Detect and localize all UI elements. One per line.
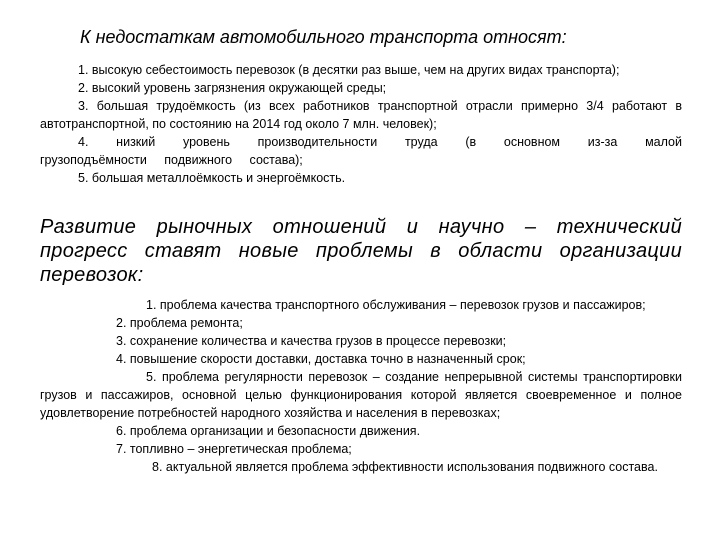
list-item: 8. актуальной является проблема эффективности использования подвижного состава. <box>152 460 658 474</box>
list-item: 5. большая металлоёмкость и энергоёмкость. <box>78 171 346 185</box>
list-item: 2. высокий уровень загрязнения окружающей среды; <box>78 81 387 95</box>
list-item: 5. проблема регулярности перевозок – создание непрерывной системы транспортировки грузов и пассажиров, основной целью функционирования которой является своевременное и полное удовлетворение потребностей народного хозяйства и населения в перевозках; <box>40 370 682 420</box>
disadvantages-list <box>40 61 682 187</box>
list-item: 4. повышение скорости доставки, доставка точно в назначенный срок; <box>116 352 526 366</box>
list-item: 1. проблема качества транспортного обслуживания – перевозок грузов и пассажиров; <box>146 298 646 312</box>
list-item: 2. проблема ремонта; <box>116 316 243 330</box>
list-item: 6. проблема организации и безопасности движения. <box>116 424 421 438</box>
list-item: 7. топливно – энергетическая проблема; <box>116 442 352 456</box>
list-item: 4. низкий уровень производительности труда (в основном из-за малой грузоподъёмности подвижного состава); <box>40 135 682 167</box>
list-item: 3. сохранение количества и качества грузов в процессе перевозки; <box>116 334 507 348</box>
list-item: 1. высокую себестоимость перевозок (в десятки раз выше, чем на других видах транспорта); <box>78 63 620 77</box>
heading-disadvantages: К недостаткам автомобильного транспорта относят: <box>80 27 567 47</box>
problems-list <box>40 296 682 476</box>
list-item: 3. большая трудоёмкость (из всех работников транспортной отрасли примерно 3/4 работают в автотранспортной, по состоянию на 2014 год около 7 млн. человек); <box>40 99 682 131</box>
heading-new-problems: Развитие рыночных отношений и научно – технический прогресс ставят новые проблемы в области организации перевозок: <box>40 216 682 286</box>
